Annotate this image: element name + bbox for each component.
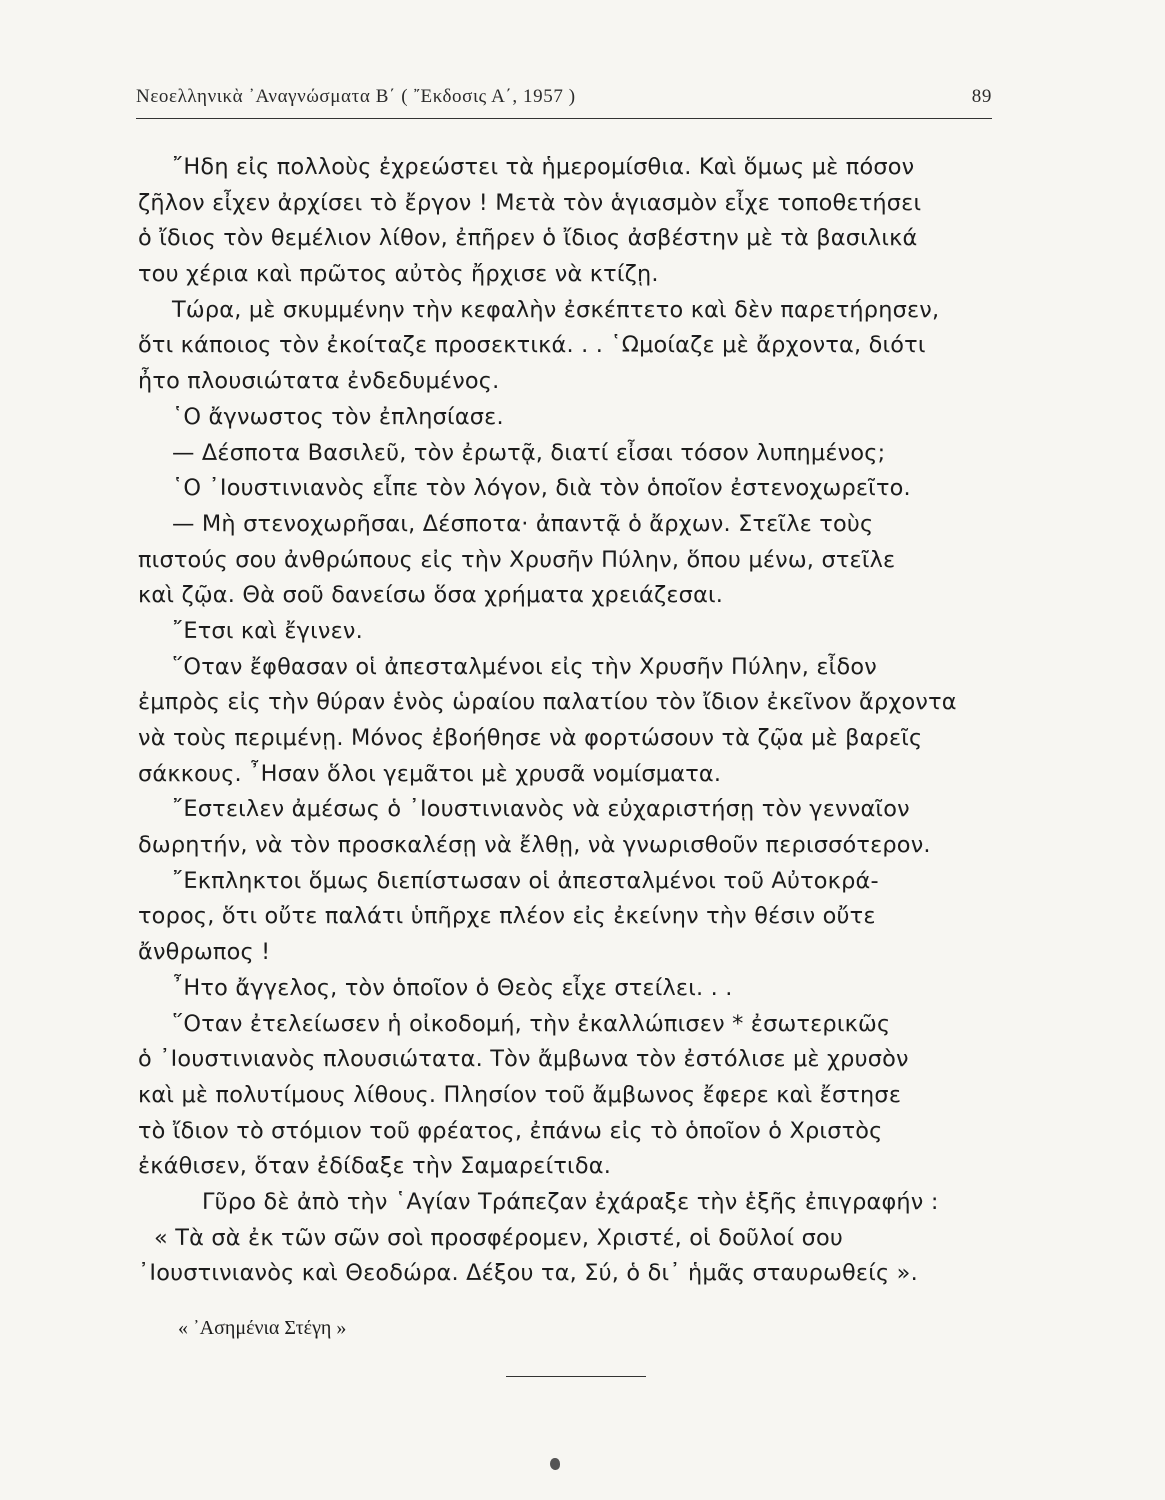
text-line: ῎Ηδη εἰς πολλοὺς ἐχρεώστει τὰ ἡμερομίσθια. Καὶ ὅμως μὲ πόσον	[172, 154, 915, 180]
text-line: καὶ ζῷα. Θὰ σοῦ δανείσω ὅσα χρήματα χρειάζεσαι.	[138, 582, 724, 609]
text-line: ἦτο πλουσιώτατα ἐνδεδυμένος.	[138, 368, 500, 395]
text-line: ῞Οταν ἐτελείωσεν ἡ οἰκοδομή, τὴν ἐκαλλώπισεν * ἐσωτερικῶς	[172, 1010, 891, 1037]
body-text	[138, 150, 1008, 1292]
text-line: του χέρια καὶ πρῶτος αὐτὸς ἤρχισε νὰ κτίζῃ.	[138, 261, 659, 288]
text-line: νὰ τοὺς περιμένῃ. Μόνος ἐβοήθησε νὰ φορτώσουν τὰ ζῷα μὲ βαρεῖς	[138, 725, 923, 751]
text-line: ὁ ἴδιος τὸν θεμέλιον λίθον, ἐπῆρεν ὁ ἴδιος ἀσβέστην μὲ τὰ βασιλικά	[138, 225, 918, 252]
running-title: Νεοελληνικὰ ᾿Αναγνώσματα Β΄ ( ῎Εκδοσις Α΄, 1957 )	[136, 86, 576, 107]
text-line: ῎Εστειλεν ἀμέσως ὁ ᾿Ιουστινιανὸς νὰ εὐχαριστήσῃ τὸν γενναῖον	[172, 796, 910, 823]
text-line: τορος, ὅτι οὔτε παλάτι ὑπῆρχε πλέον εἰς ἐκείνην τὴν θέσιν οὔτε	[138, 903, 876, 930]
end-rule	[506, 1376, 646, 1377]
text-line: ὅτι κάποιος τὸν ἐκοίταζε προσεκτικά. . . ῾Ωμοίαζε μὲ ἄρχοντα, διότι	[138, 332, 926, 359]
text-line: δωρητήν, νὰ τὸν προσκαλέσῃ νὰ ἔλθῃ, νὰ γνωρισθοῦν περισσότερον.	[138, 832, 931, 859]
text-line: ῞Οταν ἔφθασαν οἱ ἀπεσταλμένοι εἰς τὴν Χρυσῆν Πύλην, εἶδον	[172, 653, 877, 680]
header-rule	[136, 118, 992, 119]
text-line: ἐκάθισεν, ὅταν ἐδίδαξε τὴν Σαμαρείτιδα.	[138, 1153, 612, 1180]
text-line: Γῦρο δὲ ἀπὸ τὴν ῾Αγίαν Τράπεζαν ἐχάραξε τὴν ἑξῆς ἐπιγραφήν :	[202, 1188, 939, 1215]
text-line: ᾿Ιουστινιανὸς καὶ Θεοδώρα. Δέξου τα, Σύ, ὁ δι᾿ ἡμᾶς σταυρωθείς ».	[138, 1260, 918, 1287]
text-line: ῾Ο ἄγνωστος τὸν ἐπλησίασε.	[172, 403, 504, 430]
text-line: ῎Ετσι καὶ ἔγινεν.	[172, 617, 363, 644]
text-line: πιστούς σου ἀνθρώπους εἰς τὴν Χρυσῆν Πύλην, ὅπου μένω, στεῖλε	[138, 546, 896, 573]
text-line: ὁ ᾿Ιουστινιανὸς πλουσιώτατα. Τὸν ἄμβωνα τὸν ἐστόλισε μὲ χρυσὸν	[138, 1046, 909, 1073]
text-line: — Δέσποτα Βασιλεῦ, τὸν ἐρωτᾷ, διατί εἶσαι τόσον λυπημένος;	[172, 439, 886, 466]
text-line: καὶ μὲ πολυτίμους λίθους. Πλησίον τοῦ ἄμβωνος ἔφερε καὶ ἔστησε	[138, 1081, 902, 1108]
text-line: ῎Εκπληκτοι ὅμως διεπίστωσαν οἱ ἀπεσταλμένοι τοῦ Αὐτοκρά-	[172, 867, 879, 894]
text-line: « Τὰ σὰ ἐκ τῶν σῶν σοὶ προσφέρομεν, Χριστέ, οἱ δοῦλοί σου	[154, 1224, 844, 1251]
text-line: Τώρα, μὲ σκυμμένην τὴν κεφαλὴν ἐσκέπτετο καὶ δὲν παρετήρησεν,	[172, 296, 940, 323]
text-line: τὸ ἴδιον τὸ στόμιον τοῦ φρέατος, ἐπάνω εἰς τὸ ὁποῖον ὁ Χριστὸς	[138, 1117, 883, 1144]
page-header	[136, 86, 992, 116]
text-line: σάκκους. ῏Ησαν ὅλοι γεμᾶτοι μὲ χρυσᾶ νομίσματα.	[138, 760, 722, 787]
source-title: « ᾿Ασημένια Στέγη »	[178, 1317, 347, 1340]
text-line: ῏Ητο ἄγγελος, τὸν ὁποῖον ὁ Θεὸς εἶχε στείλει. . .	[172, 974, 733, 1001]
text-line: ζῆλον εἶχεν ἀρχίσει τὸ ἔργον ! Μετὰ τὸν ἁγιασμὸν εἶχε τοποθετήσει	[138, 189, 922, 216]
ink-speck	[550, 1458, 560, 1470]
text-line: ἐμπρὸς εἰς τὴν θύραν ἑνὸς ὡραίου παλατίου τὸν ἴδιον ἐκεῖνον ἄρχοντα	[138, 689, 957, 716]
text-line: ἄνθρωπος !	[138, 939, 271, 966]
text-line: ῾Ο ᾿Ιουστινιανὸς εἶπε τὸν λόγον, διὰ τὸν ὁποῖον ἐστενοχωρεῖτο.	[172, 475, 911, 502]
text-line: — Μὴ στενοχωρῆσαι, Δέσποτα· ἀπαντᾷ ὁ ἄρχων. Στεῖλε τοὺς	[172, 510, 874, 537]
page-number: 89	[971, 86, 992, 107]
